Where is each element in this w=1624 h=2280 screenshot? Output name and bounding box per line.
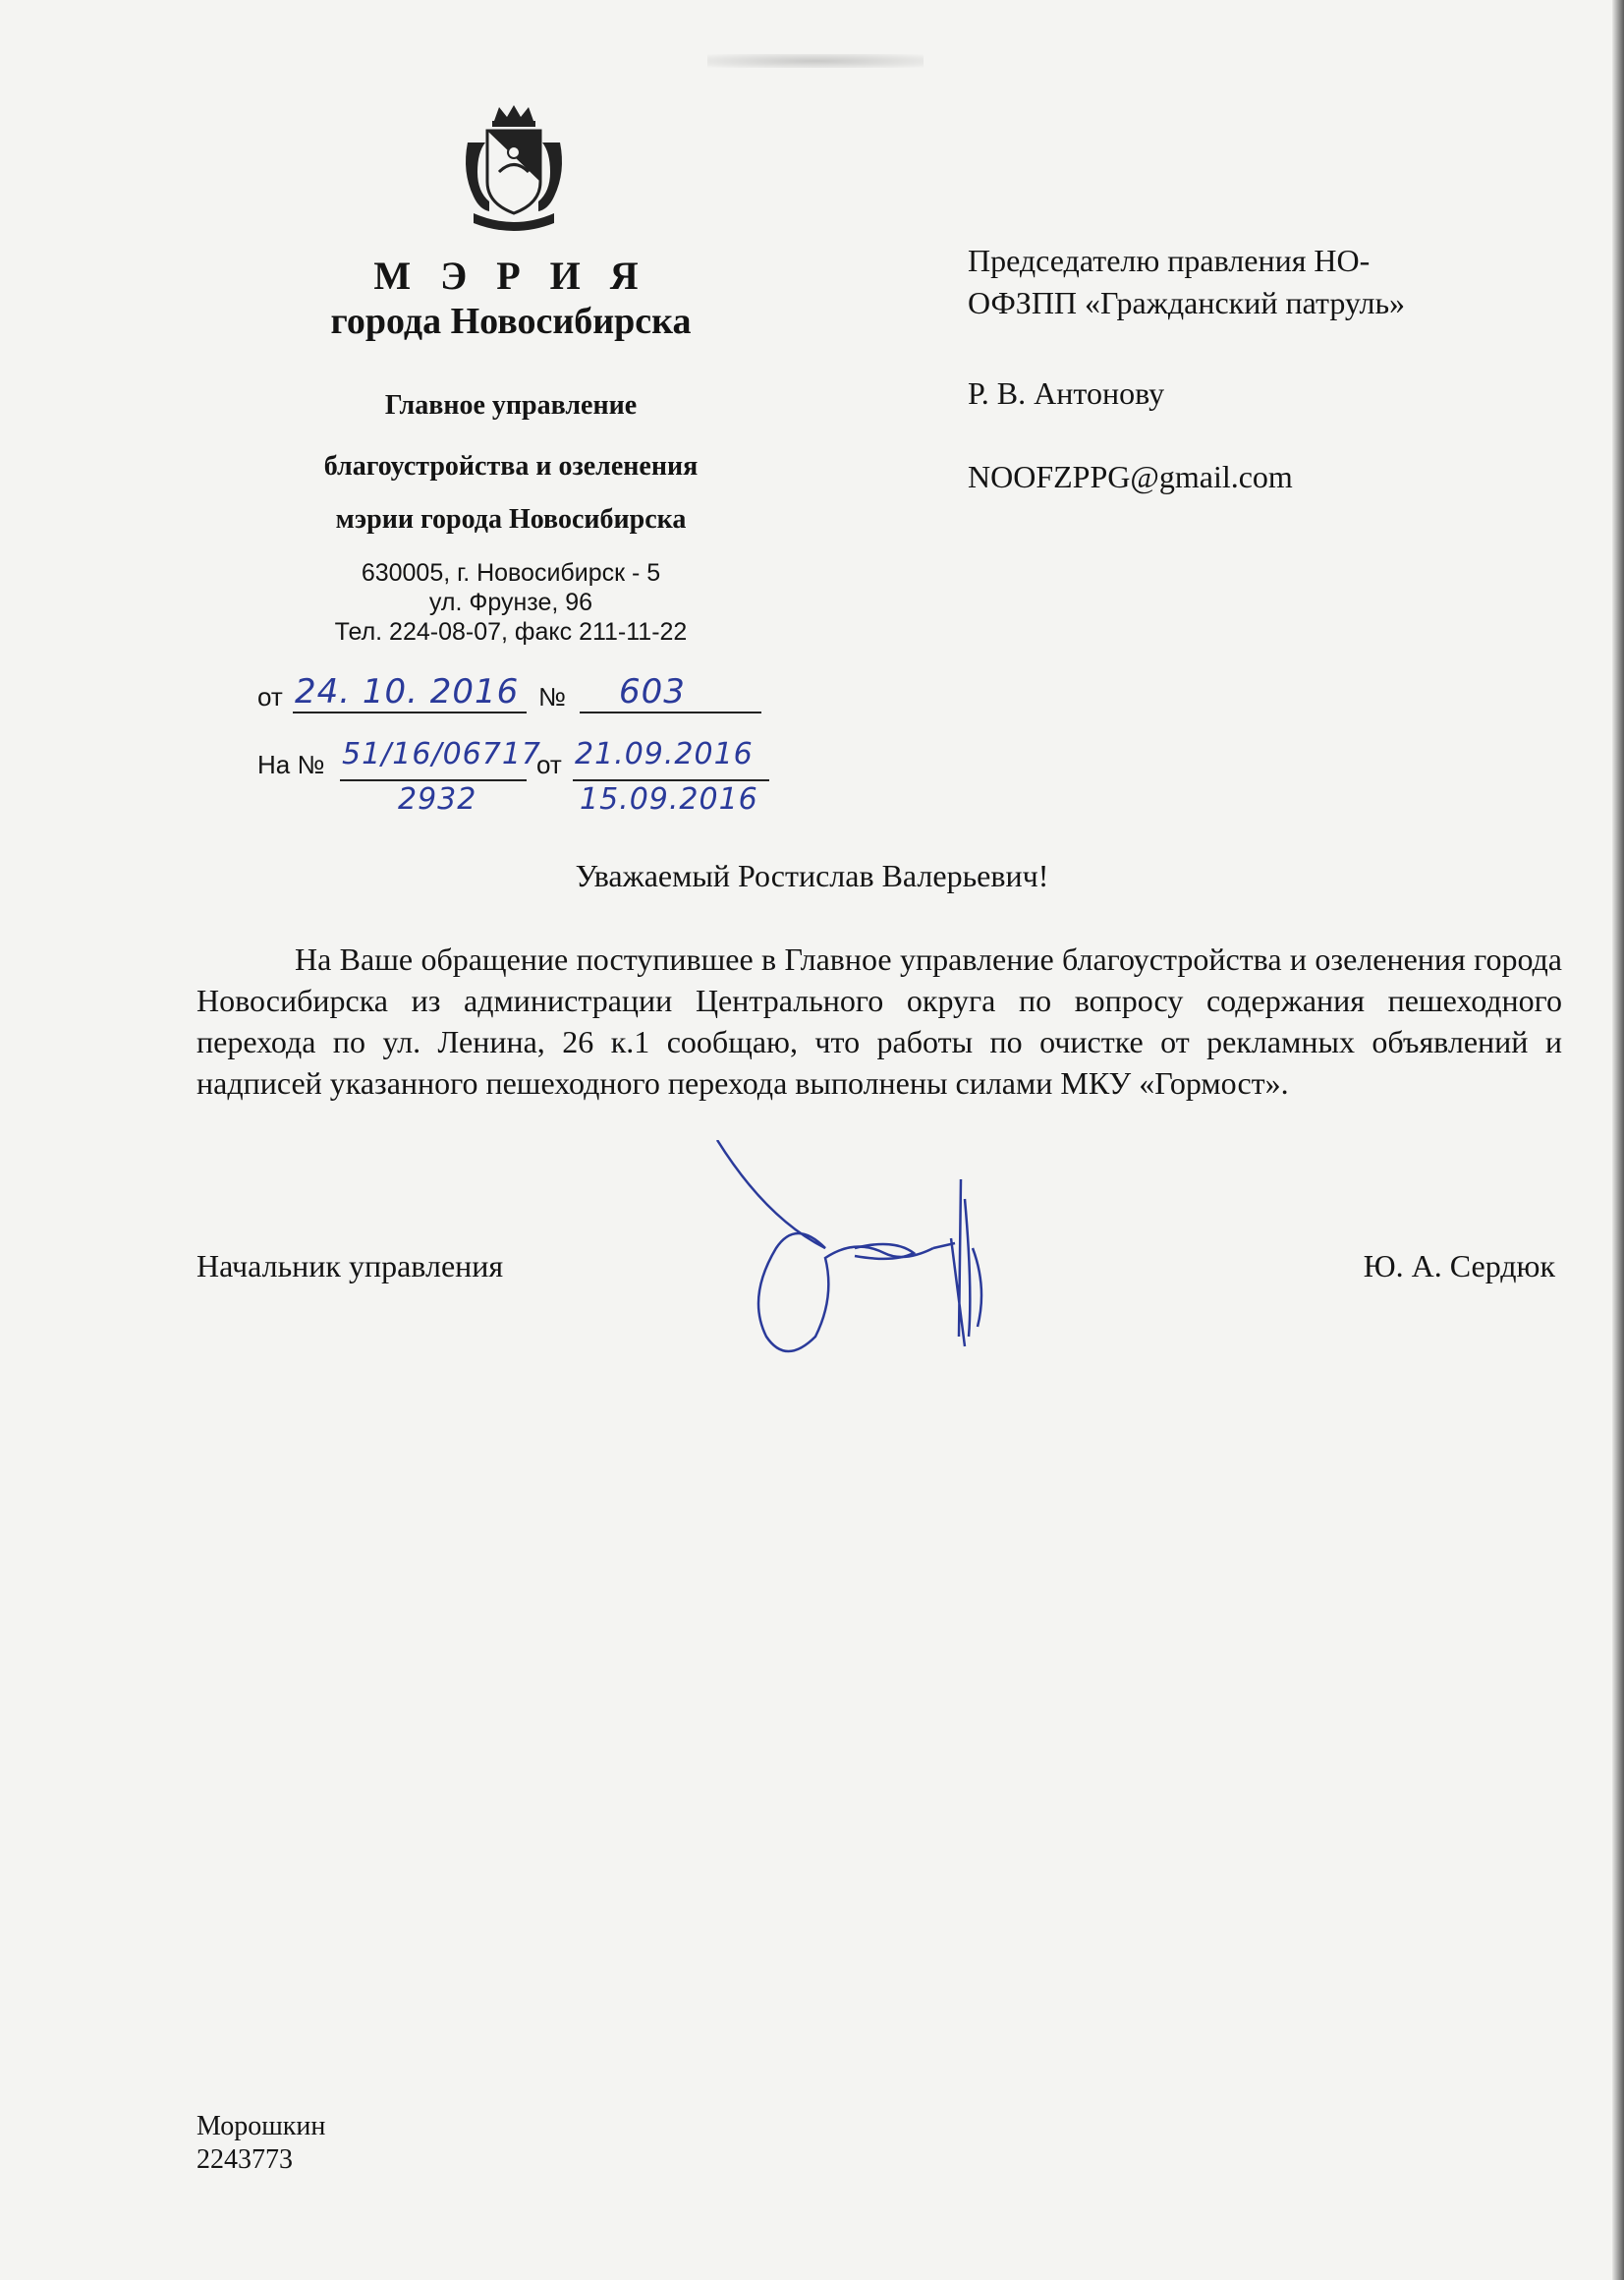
address-line-3: Тел. 224-08-07, факс 211-11-22	[334, 618, 688, 646]
addressee-email: NOOFZPPG@gmail.com	[968, 459, 1293, 494]
page-edge	[1612, 0, 1624, 2280]
ref-date: 21.09.2016	[575, 737, 754, 771]
ref-number-underline	[340, 779, 527, 781]
ref-label: На №	[257, 750, 325, 779]
address-line-2: ул. Фрунзе, 96	[428, 589, 593, 616]
number-underline	[580, 712, 761, 713]
dept-line-3: мэрии города Новосибирска	[335, 504, 687, 535]
signer-name: Ю. А. Сердюк	[1363, 1248, 1555, 1283]
scan-smudge	[707, 54, 924, 68]
dept-line-1: Главное управление	[384, 390, 638, 421]
signer-position: Начальник управления	[196, 1248, 504, 1283]
ref-number-2: 2932	[398, 782, 477, 817]
number-label: №	[538, 682, 566, 712]
outgoing-date: 24. 10. 2016	[295, 672, 520, 712]
date-underline	[293, 712, 527, 713]
address-line-1: 630005, г. Новосибирск - 5	[361, 559, 661, 587]
executor-name: Морошкин	[196, 2111, 326, 2141]
addressee-line-1: Председателю правления НО-	[968, 243, 1371, 278]
salutation: Уважаемый Ростислав Валерьевич!	[575, 858, 1049, 893]
handwritten-signature-icon	[707, 1140, 1022, 1396]
coat-of-arms-icon	[460, 103, 568, 236]
letter-body: На Ваше обращение поступившее в Главное управление благоустройства и озеленения города Новосибирска из администрации Центрального округа по вопросу содержания пешеходного перехода по ул. Ленина, 26 к.1 сообщаю, что работы по очистке от рекламных объявлений и надписей указанного пешеходного перехода выполнены силами МКУ «Гормост».	[196, 941, 1562, 1101]
ref-date-label: от	[536, 750, 562, 779]
dept-line-2: благоустройства и озеленения	[323, 451, 699, 482]
org-title: М Э Р И Я	[373, 254, 648, 298]
org-city: города Новосибирска	[330, 301, 692, 342]
ref-date-underline	[573, 779, 769, 781]
addressee-line-2: ОФЗПП «Гражданский патруль»	[968, 285, 1406, 320]
date-label: от	[257, 682, 283, 712]
addressee-name: Р. В. Антонову	[968, 375, 1165, 411]
ref-date-2: 15.09.2016	[580, 782, 758, 817]
executor-phone: 2243773	[196, 2144, 293, 2175]
ref-number: 51/16/06717	[342, 737, 541, 771]
outgoing-number: 603	[619, 672, 686, 712]
